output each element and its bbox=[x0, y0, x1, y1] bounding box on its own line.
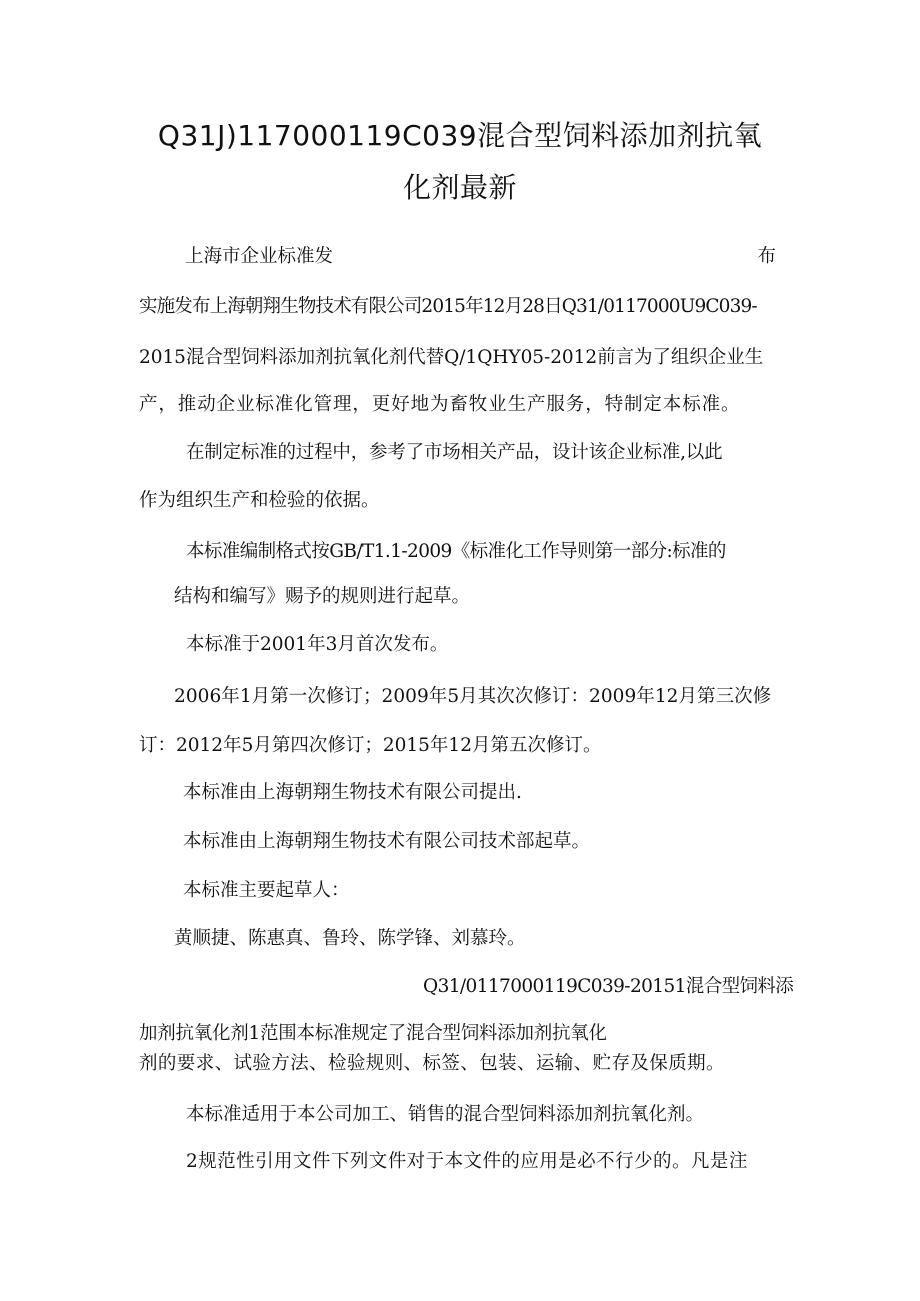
body-line-15: Q31/0117000119C039-20151混合型饲料添 bbox=[423, 976, 794, 997]
issuer-right-text: 布 bbox=[757, 246, 776, 267]
body-line-18: 本标准适用于本公司加工、销售的混合型饲料添加剂抗氧化剂。 bbox=[186, 1104, 705, 1125]
body-line-17: 剂的要求、试验方法、检验规则、标签、包装、运输、贮存及保质期。 bbox=[139, 1053, 725, 1074]
body-line-8: 本标准于2001年3月首次发布。 bbox=[186, 634, 449, 655]
body-line-13: 本标准主要起草人： bbox=[183, 880, 350, 901]
body-line-7: 结构和编写》赐予的规则进行起草。 bbox=[174, 586, 471, 607]
body-line-4: 在制定标准的过程中，参考了市场相关产品，设计该企业标准,以此 bbox=[186, 442, 723, 463]
body-line-19: 2规范性引用文件下列文件对于本文件的应用是必不行少的。凡是注 bbox=[186, 1151, 748, 1172]
body-line-2: 2015混合型饲料添加剂抗氧化剂代替Q/1QHY05-2012前言为了组织企业生 bbox=[139, 347, 764, 368]
body-line-16: 加剂抗氧化剂1范围本标准规定了混合型饲料添加剂抗氧化 bbox=[139, 1023, 607, 1044]
body-line-9: 2006年1月第一次修订；2009年5月其次次修订：2009年12月第三次修 bbox=[174, 686, 772, 707]
document-title-line-1: Q31J)117000119C039混合型饲料添加剂抗氧 bbox=[157, 119, 763, 152]
body-line-12: 本标准由上海朝翔生物技术有限公司技术部起草。 bbox=[183, 831, 591, 852]
body-line-3: 产，推动企业标准化管理，更好地为畜牧业生产服务，特制定本标准。 bbox=[139, 394, 741, 415]
issuer-left-text: 上海市企业标准发 bbox=[185, 246, 334, 267]
body-line-5: 作为组织生产和检验的依据。 bbox=[139, 490, 380, 511]
issuer-line bbox=[185, 242, 776, 268]
body-line-11: 本标准由上海朝翔生物技术有限公司提出. bbox=[183, 782, 522, 803]
body-line-14: 黄顺捷、陈惠真、鲁玲、陈学锋、刘慕玲。 bbox=[174, 928, 526, 949]
document-title-line-2: 化剂最新 bbox=[402, 171, 517, 204]
body-line-1: 实施发布上海朝翔生物技术有限公司2015年12月28日Q31/0117000U9C039- bbox=[139, 296, 757, 317]
body-line-10: 订：2012年5月第四次修订；2015年12月第五次修订。 bbox=[139, 735, 602, 756]
body-line-6: 本标准编制格式按GB/T1.1-2009《标准化工作导则第一部分:标准的 bbox=[186, 541, 726, 562]
